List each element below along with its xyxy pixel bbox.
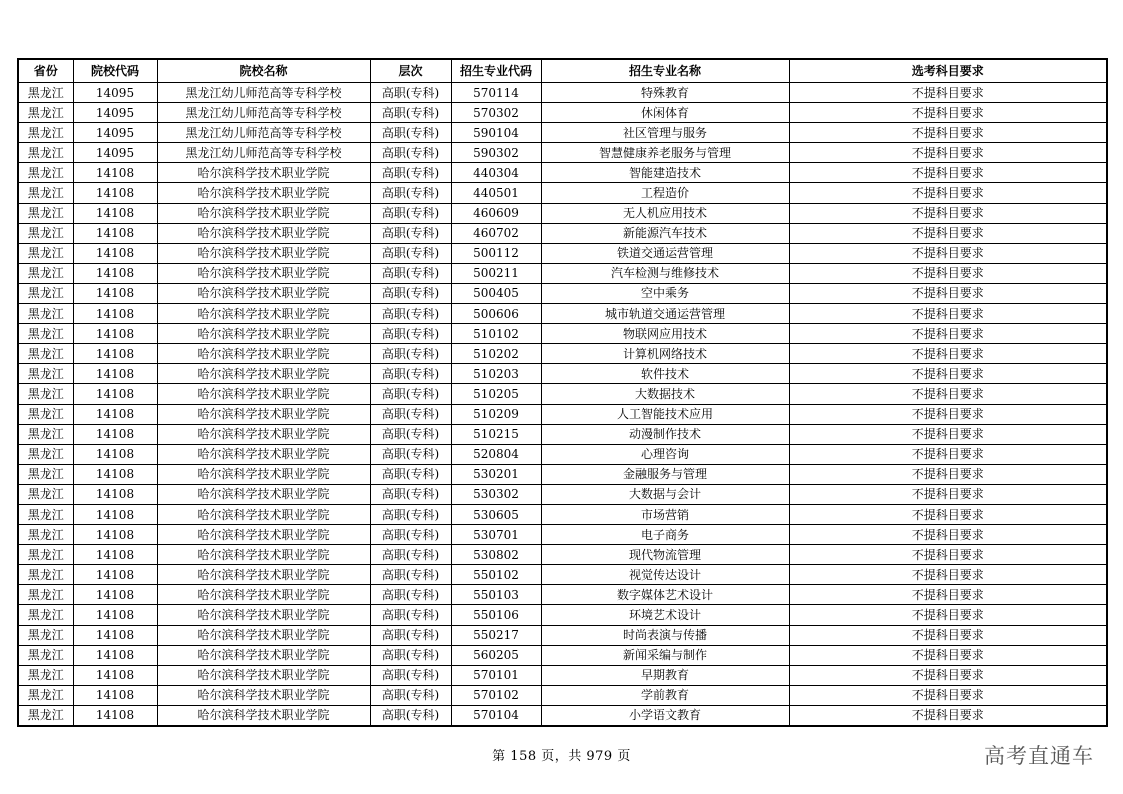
cell-subject-requirement: 不提科目要求 xyxy=(789,525,1107,545)
cell-major-code: 440304 xyxy=(451,163,541,183)
cell-major-name: 大数据技术 xyxy=(541,384,789,404)
cell-subject-requirement: 不提科目要求 xyxy=(789,444,1107,464)
cell-school-name: 哈尔滨科学技术职业学院 xyxy=(157,304,370,324)
cell-subject-requirement: 不提科目要求 xyxy=(789,304,1107,324)
table-row xyxy=(18,585,1107,605)
cell-school-name: 哈尔滨科学技术职业学院 xyxy=(157,364,370,384)
cell-school-code: 14108 xyxy=(73,324,157,344)
cell-school-name: 哈尔滨科学技术职业学院 xyxy=(157,243,370,263)
cell-level: 高职(专科) xyxy=(370,404,451,424)
cell-major-name: 新闻采编与制作 xyxy=(541,645,789,665)
cell-major-code: 570101 xyxy=(451,665,541,685)
cell-subject-requirement: 不提科目要求 xyxy=(789,384,1107,404)
cell-province: 黑龙江 xyxy=(18,263,73,283)
cell-province: 黑龙江 xyxy=(18,123,73,143)
table-row xyxy=(18,83,1107,103)
table-row xyxy=(18,283,1107,303)
table-row xyxy=(18,484,1107,504)
cell-school-code: 14108 xyxy=(73,304,157,324)
table-row xyxy=(18,304,1107,324)
cell-subject-requirement: 不提科目要求 xyxy=(789,344,1107,364)
cell-major-name: 城市轨道交通运营管理 xyxy=(541,304,789,324)
cell-major-code: 500606 xyxy=(451,304,541,324)
cell-province: 黑龙江 xyxy=(18,143,73,163)
cell-province: 黑龙江 xyxy=(18,283,73,303)
cell-subject-requirement: 不提科目要求 xyxy=(789,484,1107,504)
cell-school-code: 14108 xyxy=(73,404,157,424)
cell-school-name: 黑龙江幼儿师范高等专科学校 xyxy=(157,103,370,123)
cell-major-code: 500112 xyxy=(451,243,541,263)
table-row xyxy=(18,243,1107,263)
table-row xyxy=(18,545,1107,565)
cell-school-code: 14095 xyxy=(73,83,157,103)
cell-school-code: 14108 xyxy=(73,504,157,524)
cell-school-code: 14108 xyxy=(73,203,157,223)
cell-major-code: 500405 xyxy=(451,283,541,303)
cell-level: 高职(专科) xyxy=(370,605,451,625)
cell-province: 黑龙江 xyxy=(18,163,73,183)
cell-major-code: 530605 xyxy=(451,504,541,524)
table-row xyxy=(18,605,1107,625)
table-row xyxy=(18,263,1107,283)
cell-school-code: 14108 xyxy=(73,344,157,364)
cell-major-code: 460609 xyxy=(451,203,541,223)
cell-level: 高职(专科) xyxy=(370,223,451,243)
cell-school-name: 哈尔滨科学技术职业学院 xyxy=(157,203,370,223)
cell-school-code: 14108 xyxy=(73,484,157,504)
cell-major-name: 社区管理与服务 xyxy=(541,123,789,143)
cell-level: 高职(专科) xyxy=(370,163,451,183)
cell-province: 黑龙江 xyxy=(18,384,73,404)
cell-school-name: 哈尔滨科学技术职业学院 xyxy=(157,665,370,685)
table-row xyxy=(18,183,1107,203)
cell-major-code: 510205 xyxy=(451,384,541,404)
cell-school-name: 哈尔滨科学技术职业学院 xyxy=(157,685,370,705)
cell-major-name: 电子商务 xyxy=(541,525,789,545)
cell-province: 黑龙江 xyxy=(18,565,73,585)
cell-subject-requirement: 不提科目要求 xyxy=(789,504,1107,524)
cell-level: 高职(专科) xyxy=(370,484,451,504)
cell-level: 高职(专科) xyxy=(370,665,451,685)
table-row xyxy=(18,364,1107,384)
table-row xyxy=(18,203,1107,223)
cell-major-name: 市场营销 xyxy=(541,504,789,524)
cell-school-name: 黑龙江幼儿师范高等专科学校 xyxy=(157,83,370,103)
cell-school-code: 14108 xyxy=(73,163,157,183)
cell-major-name: 工程造价 xyxy=(541,183,789,203)
cell-major-code: 550102 xyxy=(451,565,541,585)
cell-major-name: 物联网应用技术 xyxy=(541,324,789,344)
cell-school-code: 14095 xyxy=(73,123,157,143)
cell-school-code: 14095 xyxy=(73,143,157,163)
cell-major-name: 小学语文教育 xyxy=(541,705,789,726)
cell-major-code: 510215 xyxy=(451,424,541,444)
cell-major-code: 440501 xyxy=(451,183,541,203)
header-province: 省份 xyxy=(18,59,73,83)
cell-subject-requirement: 不提科目要求 xyxy=(789,545,1107,565)
cell-level: 高职(专科) xyxy=(370,645,451,665)
cell-school-code: 14108 xyxy=(73,685,157,705)
cell-school-name: 哈尔滨科学技术职业学院 xyxy=(157,565,370,585)
cell-major-name: 无人机应用技术 xyxy=(541,203,789,223)
cell-level: 高职(专科) xyxy=(370,364,451,384)
table-header xyxy=(18,59,1107,83)
cell-subject-requirement: 不提科目要求 xyxy=(789,625,1107,645)
cell-school-name: 哈尔滨科学技术职业学院 xyxy=(157,163,370,183)
page-number: 第 158 页，共 979 页 xyxy=(492,749,631,764)
header-major-code: 招生专业代码 xyxy=(451,59,541,83)
cell-level: 高职(专科) xyxy=(370,304,451,324)
cell-level: 高职(专科) xyxy=(370,263,451,283)
cell-level: 高职(专科) xyxy=(370,143,451,163)
cell-level: 高职(专科) xyxy=(370,545,451,565)
cell-school-name: 哈尔滨科学技术职业学院 xyxy=(157,404,370,424)
cell-level: 高职(专科) xyxy=(370,123,451,143)
cell-level: 高职(专科) xyxy=(370,464,451,484)
cell-school-name: 哈尔滨科学技术职业学院 xyxy=(157,424,370,444)
cell-major-name: 新能源汽车技术 xyxy=(541,223,789,243)
cell-subject-requirement: 不提科目要求 xyxy=(789,183,1107,203)
cell-level: 高职(专科) xyxy=(370,83,451,103)
cell-school-name: 哈尔滨科学技术职业学院 xyxy=(157,384,370,404)
cell-province: 黑龙江 xyxy=(18,545,73,565)
table-row xyxy=(18,645,1107,665)
cell-major-name: 特殊教育 xyxy=(541,83,789,103)
cell-major-name: 动漫制作技术 xyxy=(541,424,789,444)
cell-school-code: 14108 xyxy=(73,263,157,283)
cell-province: 黑龙江 xyxy=(18,444,73,464)
cell-province: 黑龙江 xyxy=(18,605,73,625)
cell-level: 高职(专科) xyxy=(370,203,451,223)
cell-major-code: 590104 xyxy=(451,123,541,143)
table-row xyxy=(18,143,1107,163)
cell-level: 高职(专科) xyxy=(370,183,451,203)
cell-level: 高职(专科) xyxy=(370,625,451,645)
cell-subject-requirement: 不提科目要求 xyxy=(789,143,1107,163)
cell-major-name: 心理咨询 xyxy=(541,444,789,464)
table-row xyxy=(18,685,1107,705)
cell-major-code: 510202 xyxy=(451,344,541,364)
cell-subject-requirement: 不提科目要求 xyxy=(789,404,1107,424)
cell-school-code: 14108 xyxy=(73,243,157,263)
cell-province: 黑龙江 xyxy=(18,223,73,243)
table-row xyxy=(18,103,1107,123)
cell-major-name: 时尚表演与传播 xyxy=(541,625,789,645)
cell-major-name: 大数据与会计 xyxy=(541,484,789,504)
cell-school-name: 哈尔滨科学技术职业学院 xyxy=(157,645,370,665)
table-row xyxy=(18,123,1107,143)
cell-school-code: 14108 xyxy=(73,384,157,404)
cell-school-code: 14108 xyxy=(73,625,157,645)
watermark: 高考直通车 xyxy=(984,744,1094,768)
cell-school-code: 14108 xyxy=(73,223,157,243)
cell-subject-requirement: 不提科目要求 xyxy=(789,283,1107,303)
cell-school-name: 哈尔滨科学技术职业学院 xyxy=(157,183,370,203)
cell-level: 高职(专科) xyxy=(370,243,451,263)
cell-province: 黑龙江 xyxy=(18,464,73,484)
cell-level: 高职(专科) xyxy=(370,504,451,524)
table-row xyxy=(18,163,1107,183)
table-row xyxy=(18,344,1107,364)
admissions-table xyxy=(17,58,1108,727)
cell-school-name: 哈尔滨科学技术职业学院 xyxy=(157,324,370,344)
cell-subject-requirement: 不提科目要求 xyxy=(789,203,1107,223)
cell-subject-requirement: 不提科目要求 xyxy=(789,223,1107,243)
cell-major-name: 学前教育 xyxy=(541,685,789,705)
cell-subject-requirement: 不提科目要求 xyxy=(789,324,1107,344)
cell-school-code: 14108 xyxy=(73,183,157,203)
cell-school-name: 哈尔滨科学技术职业学院 xyxy=(157,545,370,565)
cell-school-code: 14108 xyxy=(73,464,157,484)
cell-major-code: 550103 xyxy=(451,585,541,605)
header-school-code: 院校代码 xyxy=(73,59,157,83)
table-row xyxy=(18,404,1107,424)
cell-school-code: 14108 xyxy=(73,605,157,625)
cell-province: 黑龙江 xyxy=(18,404,73,424)
cell-province: 黑龙江 xyxy=(18,424,73,444)
table-body xyxy=(18,83,1107,727)
cell-major-code: 550106 xyxy=(451,605,541,625)
cell-level: 高职(专科) xyxy=(370,444,451,464)
cell-school-name: 黑龙江幼儿师范高等专科学校 xyxy=(157,143,370,163)
cell-school-code: 14108 xyxy=(73,545,157,565)
cell-level: 高职(专科) xyxy=(370,384,451,404)
cell-province: 黑龙江 xyxy=(18,645,73,665)
table-row xyxy=(18,444,1107,464)
cell-school-code: 14108 xyxy=(73,364,157,384)
cell-major-code: 530201 xyxy=(451,464,541,484)
cell-school-name: 哈尔滨科学技术职业学院 xyxy=(157,605,370,625)
cell-province: 黑龙江 xyxy=(18,665,73,685)
cell-school-name: 哈尔滨科学技术职业学院 xyxy=(157,223,370,243)
cell-school-name: 哈尔滨科学技术职业学院 xyxy=(157,705,370,726)
cell-province: 黑龙江 xyxy=(18,484,73,504)
cell-major-code: 570104 xyxy=(451,705,541,726)
cell-school-code: 14108 xyxy=(73,705,157,726)
table-row xyxy=(18,424,1107,444)
cell-subject-requirement: 不提科目要求 xyxy=(789,364,1107,384)
cell-level: 高职(专科) xyxy=(370,565,451,585)
table-row xyxy=(18,665,1107,685)
cell-major-code: 460702 xyxy=(451,223,541,243)
cell-province: 黑龙江 xyxy=(18,625,73,645)
cell-school-code: 14108 xyxy=(73,565,157,585)
cell-subject-requirement: 不提科目要求 xyxy=(789,565,1107,585)
cell-level: 高职(专科) xyxy=(370,283,451,303)
cell-major-name: 计算机网络技术 xyxy=(541,344,789,364)
cell-level: 高职(专科) xyxy=(370,324,451,344)
cell-major-name: 环境艺术设计 xyxy=(541,605,789,625)
cell-province: 黑龙江 xyxy=(18,183,73,203)
cell-major-code: 530701 xyxy=(451,525,541,545)
cell-major-code: 530802 xyxy=(451,545,541,565)
cell-major-name: 金融服务与管理 xyxy=(541,464,789,484)
cell-school-name: 黑龙江幼儿师范高等专科学校 xyxy=(157,123,370,143)
cell-major-code: 550217 xyxy=(451,625,541,645)
cell-major-code: 510102 xyxy=(451,324,541,344)
cell-subject-requirement: 不提科目要求 xyxy=(789,243,1107,263)
header-level: 层次 xyxy=(370,59,451,83)
cell-school-code: 14108 xyxy=(73,665,157,685)
cell-subject-requirement: 不提科目要求 xyxy=(789,645,1107,665)
cell-major-code: 570102 xyxy=(451,685,541,705)
cell-school-code: 14108 xyxy=(73,645,157,665)
cell-school-name: 哈尔滨科学技术职业学院 xyxy=(157,525,370,545)
cell-school-name: 哈尔滨科学技术职业学院 xyxy=(157,585,370,605)
cell-school-code: 14108 xyxy=(73,424,157,444)
cell-school-name: 哈尔滨科学技术职业学院 xyxy=(157,344,370,364)
cell-school-code: 14108 xyxy=(73,585,157,605)
cell-province: 黑龙江 xyxy=(18,324,73,344)
cell-subject-requirement: 不提科目要求 xyxy=(789,605,1107,625)
cell-major-name: 空中乘务 xyxy=(541,283,789,303)
cell-major-name: 软件技术 xyxy=(541,364,789,384)
cell-subject-requirement: 不提科目要求 xyxy=(789,424,1107,444)
table-row xyxy=(18,705,1107,726)
cell-subject-requirement: 不提科目要求 xyxy=(789,263,1107,283)
cell-school-name: 哈尔滨科学技术职业学院 xyxy=(157,484,370,504)
cell-major-code: 500211 xyxy=(451,263,541,283)
cell-school-code: 14108 xyxy=(73,444,157,464)
cell-level: 高职(专科) xyxy=(370,424,451,444)
cell-major-code: 530302 xyxy=(451,484,541,504)
cell-province: 黑龙江 xyxy=(18,364,73,384)
table-row xyxy=(18,464,1107,484)
cell-school-code: 14108 xyxy=(73,525,157,545)
cell-school-name: 哈尔滨科学技术职业学院 xyxy=(157,444,370,464)
cell-subject-requirement: 不提科目要求 xyxy=(789,103,1107,123)
cell-province: 黑龙江 xyxy=(18,83,73,103)
header-subject-requirement: 选考科目要求 xyxy=(789,59,1107,83)
table-row xyxy=(18,525,1107,545)
cell-level: 高职(专科) xyxy=(370,103,451,123)
cell-province: 黑龙江 xyxy=(18,304,73,324)
cell-major-code: 520804 xyxy=(451,444,541,464)
cell-school-name: 哈尔滨科学技术职业学院 xyxy=(157,263,370,283)
cell-province: 黑龙江 xyxy=(18,344,73,364)
cell-major-name: 休闲体育 xyxy=(541,103,789,123)
cell-province: 黑龙江 xyxy=(18,685,73,705)
cell-province: 黑龙江 xyxy=(18,504,73,524)
cell-major-name: 汽车检测与维修技术 xyxy=(541,263,789,283)
cell-subject-requirement: 不提科目要求 xyxy=(789,585,1107,605)
cell-major-name: 现代物流管理 xyxy=(541,545,789,565)
cell-subject-requirement: 不提科目要求 xyxy=(789,163,1107,183)
header-school-name: 院校名称 xyxy=(157,59,370,83)
cell-level: 高职(专科) xyxy=(370,685,451,705)
cell-school-name: 哈尔滨科学技术职业学院 xyxy=(157,504,370,524)
cell-school-name: 哈尔滨科学技术职业学院 xyxy=(157,464,370,484)
cell-major-code: 560205 xyxy=(451,645,541,665)
table-row xyxy=(18,504,1107,524)
cell-province: 黑龙江 xyxy=(18,585,73,605)
cell-level: 高职(专科) xyxy=(370,705,451,726)
cell-major-name: 智慧健康养老服务与管理 xyxy=(541,143,789,163)
table-row xyxy=(18,565,1107,585)
cell-level: 高职(专科) xyxy=(370,344,451,364)
cell-province: 黑龙江 xyxy=(18,525,73,545)
table-row xyxy=(18,324,1107,344)
cell-province: 黑龙江 xyxy=(18,103,73,123)
cell-major-name: 人工智能技术应用 xyxy=(541,404,789,424)
header-major-name: 招生专业名称 xyxy=(541,59,789,83)
cell-level: 高职(专科) xyxy=(370,525,451,545)
cell-major-code: 590302 xyxy=(451,143,541,163)
cell-level: 高职(专科) xyxy=(370,585,451,605)
cell-school-name: 哈尔滨科学技术职业学院 xyxy=(157,283,370,303)
cell-major-name: 铁道交通运营管理 xyxy=(541,243,789,263)
cell-major-name: 数字媒体艺术设计 xyxy=(541,585,789,605)
cell-major-code: 510203 xyxy=(451,364,541,384)
cell-province: 黑龙江 xyxy=(18,243,73,263)
cell-school-code: 14095 xyxy=(73,103,157,123)
cell-subject-requirement: 不提科目要求 xyxy=(789,685,1107,705)
cell-subject-requirement: 不提科目要求 xyxy=(789,464,1107,484)
cell-subject-requirement: 不提科目要求 xyxy=(789,705,1107,726)
cell-major-code: 570302 xyxy=(451,103,541,123)
cell-major-name: 早期教育 xyxy=(541,665,789,685)
cell-subject-requirement: 不提科目要求 xyxy=(789,665,1107,685)
table-row xyxy=(18,625,1107,645)
cell-major-name: 视觉传达设计 xyxy=(541,565,789,585)
table-row xyxy=(18,223,1107,243)
cell-school-code: 14108 xyxy=(73,283,157,303)
cell-province: 黑龙江 xyxy=(18,203,73,223)
cell-subject-requirement: 不提科目要求 xyxy=(789,83,1107,103)
cell-subject-requirement: 不提科目要求 xyxy=(789,123,1107,143)
cell-school-name: 哈尔滨科学技术职业学院 xyxy=(157,625,370,645)
cell-major-code: 570114 xyxy=(451,83,541,103)
cell-major-code: 510209 xyxy=(451,404,541,424)
cell-major-name: 智能建造技术 xyxy=(541,163,789,183)
table-row xyxy=(18,384,1107,404)
cell-province: 黑龙江 xyxy=(18,705,73,726)
